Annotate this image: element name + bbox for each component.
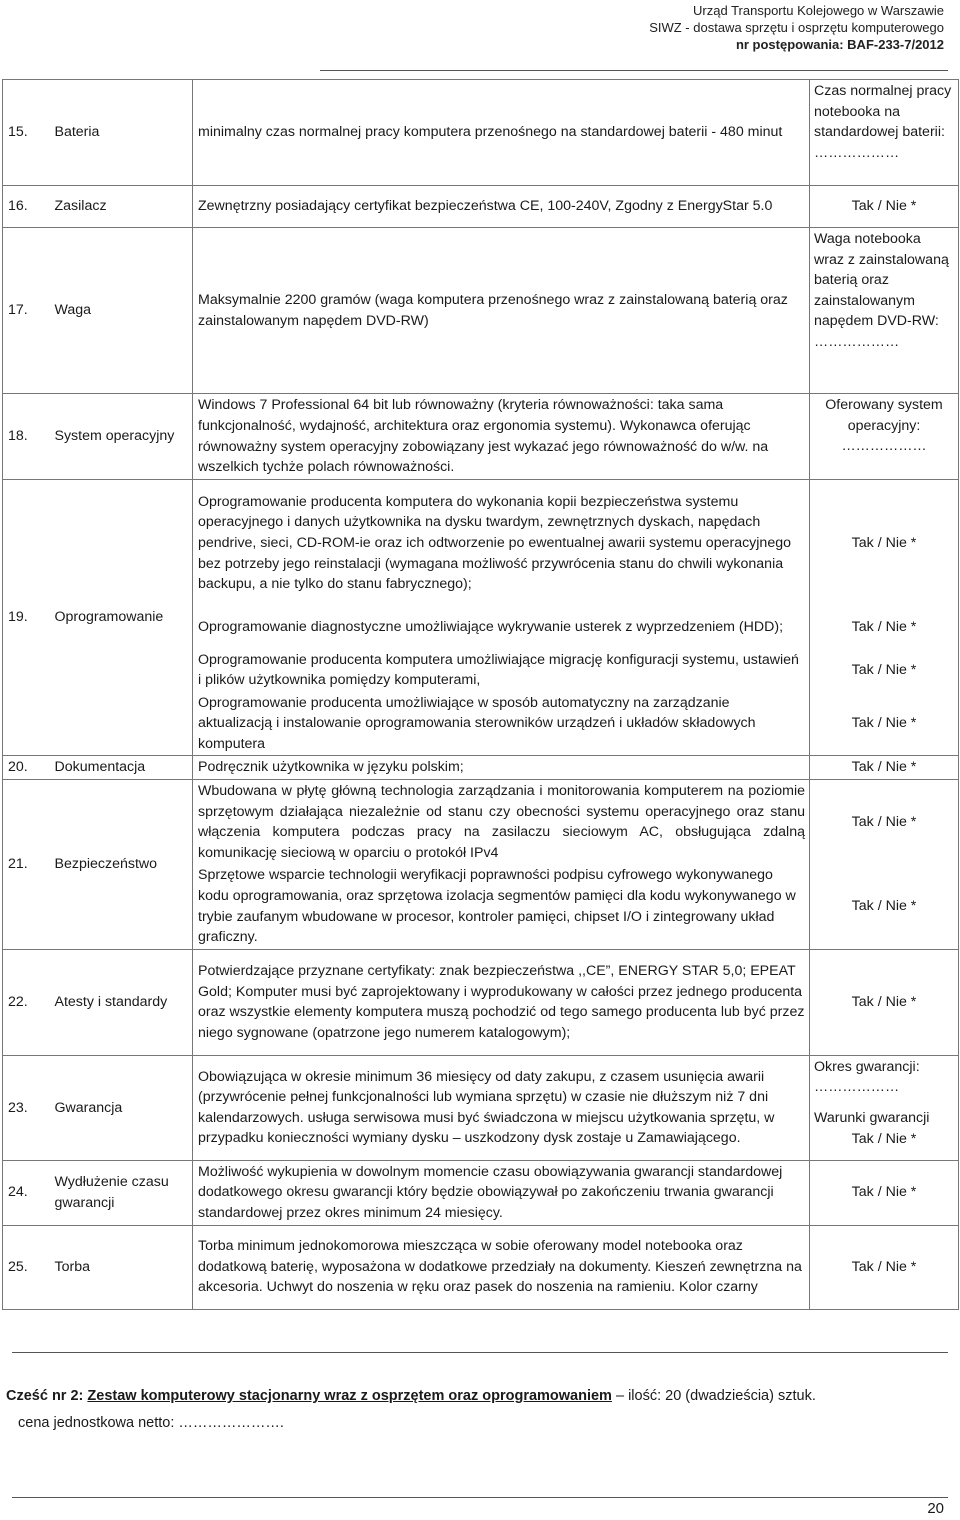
row-description: Windows 7 Professional 64 bit lub równoważny (kryteria równoważności: taka sama funkcjonalność, wydajność, architektura oraz ergonomia systemu). Wykonawca oferując równoważny system operacyjny zobowiązany jest wykazać jego równoważność do w/w. na wszelkich tychże polach równoważności. xyxy=(193,394,810,480)
row-answer: Tak / Nie * xyxy=(810,864,959,949)
table-row xyxy=(3,228,959,394)
footer-divider xyxy=(12,1497,948,1498)
answer-blank: ……………… xyxy=(814,1079,900,1096)
row-number: 16. xyxy=(3,186,53,228)
warranty-terms-label: Warunki gwarancji xyxy=(814,1110,930,1126)
row-name: System operacyjny xyxy=(53,394,193,480)
row-number: 21. xyxy=(3,780,53,950)
row-answer xyxy=(810,228,959,394)
row-number: 24. xyxy=(3,1160,53,1225)
warranty-period-label: Okres gwarancji: xyxy=(814,1058,920,1075)
row-name: Bateria xyxy=(53,80,193,186)
table-row xyxy=(3,186,959,228)
row-name: Wydłużenie czasu gwarancji xyxy=(53,1160,193,1225)
document-header xyxy=(649,2,944,53)
row-answer: Tak / Nie * xyxy=(810,1225,959,1309)
row-answer: Tak / Nie * xyxy=(810,649,959,692)
table-row xyxy=(3,1225,959,1309)
row-name: Bezpieczeństwo xyxy=(53,780,193,950)
row-answer xyxy=(810,1055,959,1160)
row-answer: Tak / Nie * xyxy=(810,1160,959,1225)
answer-choice: Tak / Nie * xyxy=(851,1130,917,1147)
row-description: Wbudowana w płytę główną technologia zarządzania i monitorowania komputerem na poziomie sprzętowym działająca niezależnie od stanu czy obecności systemu operacyjnego oraz stanu włączenia komputera podczas pracy na zasilaczu sieciowym AC, obsługująca zdalną komunikację sieciową w oparciu o protokół IPv4 xyxy=(193,780,810,865)
row-description: minimalny czas normalnej pracy komputera przenośnego na standardowej baterii - 480 minut xyxy=(193,80,810,186)
answer-label: Oferowany system operacyjny: xyxy=(825,397,943,434)
row-name: Dokumentacja xyxy=(53,756,193,780)
row-number: 18. xyxy=(3,394,53,480)
row-number: 19. xyxy=(3,480,53,756)
page-number: 20 xyxy=(927,1500,944,1517)
row-description: Zewnętrzny posiadający certyfikat bezpieczeństwa CE, 100-240V, Zgodny z EnergyStar 5.0 xyxy=(193,186,810,228)
row-number: 25. xyxy=(3,1225,53,1309)
row-answer xyxy=(810,394,959,480)
table-row xyxy=(3,480,959,607)
header-divider xyxy=(320,70,948,71)
row-description: Torba minimum jednokomorowa mieszcząca w sobie oferowany model notebooka oraz dodatkową baterię, wyposażona w dodatkowe przedziały na dokumenty. Kieszeń zewnętrzna na akcesoria. Uchwyt do noszenia w ręku oraz pasek do noszenia na ramieniu. Kolor czarny xyxy=(193,1225,810,1309)
row-answer: Tak / Nie * xyxy=(810,949,959,1055)
header-case-number: nr postępowania: BAF-233-7/2012 xyxy=(735,37,944,52)
table-row xyxy=(3,1055,959,1160)
section-divider xyxy=(12,1352,948,1353)
answer-label: Czas normalnej pracy notebooka na standardowej baterii: xyxy=(814,83,952,141)
row-name: Torba xyxy=(53,1225,193,1309)
row-name: Oprogramowanie xyxy=(53,480,193,756)
row-description: Sprzętowe wsparcie technologii weryfikacji poprawności podpisu cyfrowego wykonywanego kodu oprogramowania, oraz sprzętowa izolacja segmentów pamięci dla kodu wykonywanego w trybie zaufanym wbudowane w procesor, kontroler pamięci, chipset I/O i zintegrowany układ graficzny. xyxy=(193,864,810,949)
table-row xyxy=(3,949,959,1055)
part-title: Zestaw komputerowy stacjonarny wraz z osprzętem oraz oprogramowaniem xyxy=(87,1388,612,1404)
table-row xyxy=(3,394,959,480)
row-description: Oprogramowanie producenta umożliwiające w sposób automatyczny na zarządzanie aktualizacją i instalowanie oprogramowania sterowników urządzeń i układów składowych komputera xyxy=(193,692,810,756)
answer-blank: ……………… xyxy=(841,438,927,455)
row-answer: Tak / Nie * xyxy=(810,756,959,780)
row-number: 22. xyxy=(3,949,53,1055)
row-name: Gwarancja xyxy=(53,1055,193,1160)
row-answer: Tak / Nie * xyxy=(810,480,959,607)
row-answer: Tak / Nie * xyxy=(810,186,959,228)
row-answer xyxy=(810,80,959,186)
row-description: Podręcznik użytkownika w języku polskim; xyxy=(193,756,810,780)
row-answer: Tak / Nie * xyxy=(810,607,959,649)
row-name: Waga xyxy=(53,228,193,394)
row-answer: Tak / Nie * xyxy=(810,780,959,865)
specification-table xyxy=(2,79,959,1310)
row-name: Zasilacz xyxy=(53,186,193,228)
row-number: 15. xyxy=(3,80,53,186)
row-description: Możliwość wykupienia w dowolnym momencie czasu obowiązywania gwarancji standardowej dodatkowego okresu gwarancji który będzie obowiązywał po zakończeniu trwania gwarancji standardowej przez okres minimum 24 miesięcy. xyxy=(193,1160,810,1225)
part-prefix: Cześć nr 2: xyxy=(6,1388,84,1404)
table-row xyxy=(3,780,959,865)
row-name: Atesty i standardy xyxy=(53,949,193,1055)
row-answer: Tak / Nie * xyxy=(810,692,959,756)
row-number: 20. xyxy=(3,756,53,780)
answer-label: Waga notebooka wraz z zainstalowaną baterią oraz zainstalowanym napędem DVD-RW: xyxy=(814,231,949,330)
table-row xyxy=(3,80,959,186)
header-institution: Urząd Transportu Kolejowego w Warszawie xyxy=(693,3,944,18)
row-description: Oprogramowanie producenta komputera umożliwiające migrację konfiguracji systemu, ustawień i plików użytkownika pomiędzy komputerami, xyxy=(193,649,810,692)
row-description: Potwierdzające przyznane certyfikaty: znak bezpieczeństwa ,,CE”, ENERGY STAR 5,0; EPEAT Gold; Komputer musi być zaprojektowany i wyprodukowany w całości przez jednego producenta oraz wszystkie elementy komputera muszą pochodzić od tego samego producenta lub być przez niego sygnowane (opatrzone jego numerem katalogowym); xyxy=(193,949,810,1055)
unit-price-line: cena jednostkowa netto: …………………. xyxy=(18,1415,284,1431)
table-row xyxy=(3,1160,959,1225)
row-description: Maksymalnie 2200 gramów (waga komputera przenośnego wraz z zainstalowaną baterią oraz zainstalowanym napędem DVD-RW) xyxy=(193,228,810,394)
row-description: Obowiązująca w okresie minimum 36 miesięcy od daty zakupu, z czasem usunięcia awarii (przywrócenie pełnej funkcjonalności lub wymiana sprzętu) w czasie nie dłuższym niż 7 dni kalendarzowych. usługa serwisowa musi być świadczona w miejscu użytkowania sprzętu, w przypadku konieczności wymiany dysku – uszkodzony dysk zostaje u Zamawiającego. xyxy=(193,1055,810,1160)
answer-blank: ……………… xyxy=(814,333,900,350)
row-description: Oprogramowanie diagnostyczne umożliwiające wykrywanie usterek z wyprzedzeniem (HDD); xyxy=(193,607,810,649)
answer-blank: ……………… xyxy=(814,144,900,161)
row-description: Oprogramowanie producenta komputera do wykonania kopii bezpieczeństwa systemu operacyjnego i danych użytkownika na dysku twardym, zewnętrznych dyskach, napędach pendrive, sieci, CD-ROM-ie oraz ich odtworzenie po ewentualnej awarii systemu operacyjnego bez potrzeby jego reinstalacji (wymagana możliwość przywrócenia stanu do chwili wykonania backupu, a nie tylko do stanu fabrycznego); xyxy=(193,480,810,607)
table-row xyxy=(3,756,959,780)
row-number: 17. xyxy=(3,228,53,394)
row-number: 23. xyxy=(3,1055,53,1160)
part-heading xyxy=(6,1386,816,1406)
part-quantity: – ilość: 20 (dwadzieścia) sztuk. xyxy=(611,1388,816,1404)
header-subject: SIWZ - dostawa sprzętu i osprzętu komputerowego xyxy=(649,20,944,35)
